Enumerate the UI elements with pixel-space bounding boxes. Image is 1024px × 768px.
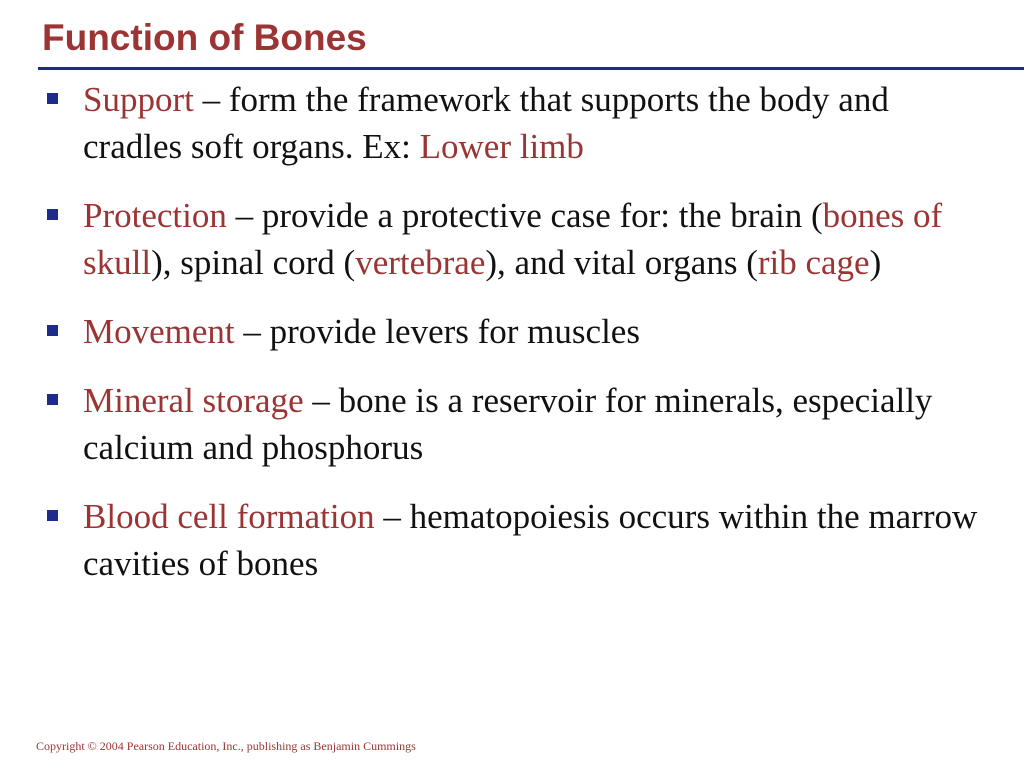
bullet-text: – hematopoiesis occurs within the marrow cavities of bones: [83, 497, 978, 583]
bullet-support: [0, 76, 1024, 170]
square-bullet-icon: [47, 209, 58, 220]
bullet-mineral-storage: [0, 377, 1024, 471]
bullet-example: bones of skull: [83, 196, 943, 282]
bullet-text: – bone is a reservoir for minerals, especially calcium and phosphorus: [83, 381, 933, 467]
slide-title: Function of Bones: [42, 17, 367, 58]
bullet-text: – provide levers for muscles: [234, 312, 640, 351]
bullet-list: [0, 76, 1024, 609]
bullet-term: Movement: [83, 312, 235, 351]
bullet-term: Mineral storage: [83, 381, 304, 420]
bullet-protection: [0, 192, 1024, 286]
bullet-example: Lower limb: [419, 127, 584, 166]
bullet-text: – provide a protective case for: the brain (: [226, 196, 823, 235]
bullet-example: rib cage: [757, 243, 870, 282]
bullet-text: ), and vital organs (: [485, 243, 758, 282]
bullet-text: – form the framework that supports the body and cradles soft organs. Ex:: [83, 80, 889, 166]
bullet-term: Blood cell formation: [83, 497, 375, 536]
square-bullet-icon: [47, 93, 58, 104]
bullet-movement: [0, 308, 1024, 355]
bullet-text: ): [869, 243, 882, 282]
title-underline: [38, 67, 1024, 70]
square-bullet-icon: [47, 325, 58, 336]
bullet-term: Support: [83, 80, 194, 119]
bullet-blood-cell-formation: [0, 493, 1024, 587]
bullet-example: vertebrae: [355, 243, 486, 282]
bullet-text: ), spinal cord (: [151, 243, 356, 282]
bullet-term: Protection: [83, 196, 227, 235]
square-bullet-icon: [47, 510, 58, 521]
copyright-footer: Copyright © 2004 Pearson Education, Inc., publishing as Benjamin Cummings: [36, 739, 416, 753]
square-bullet-icon: [47, 394, 58, 405]
